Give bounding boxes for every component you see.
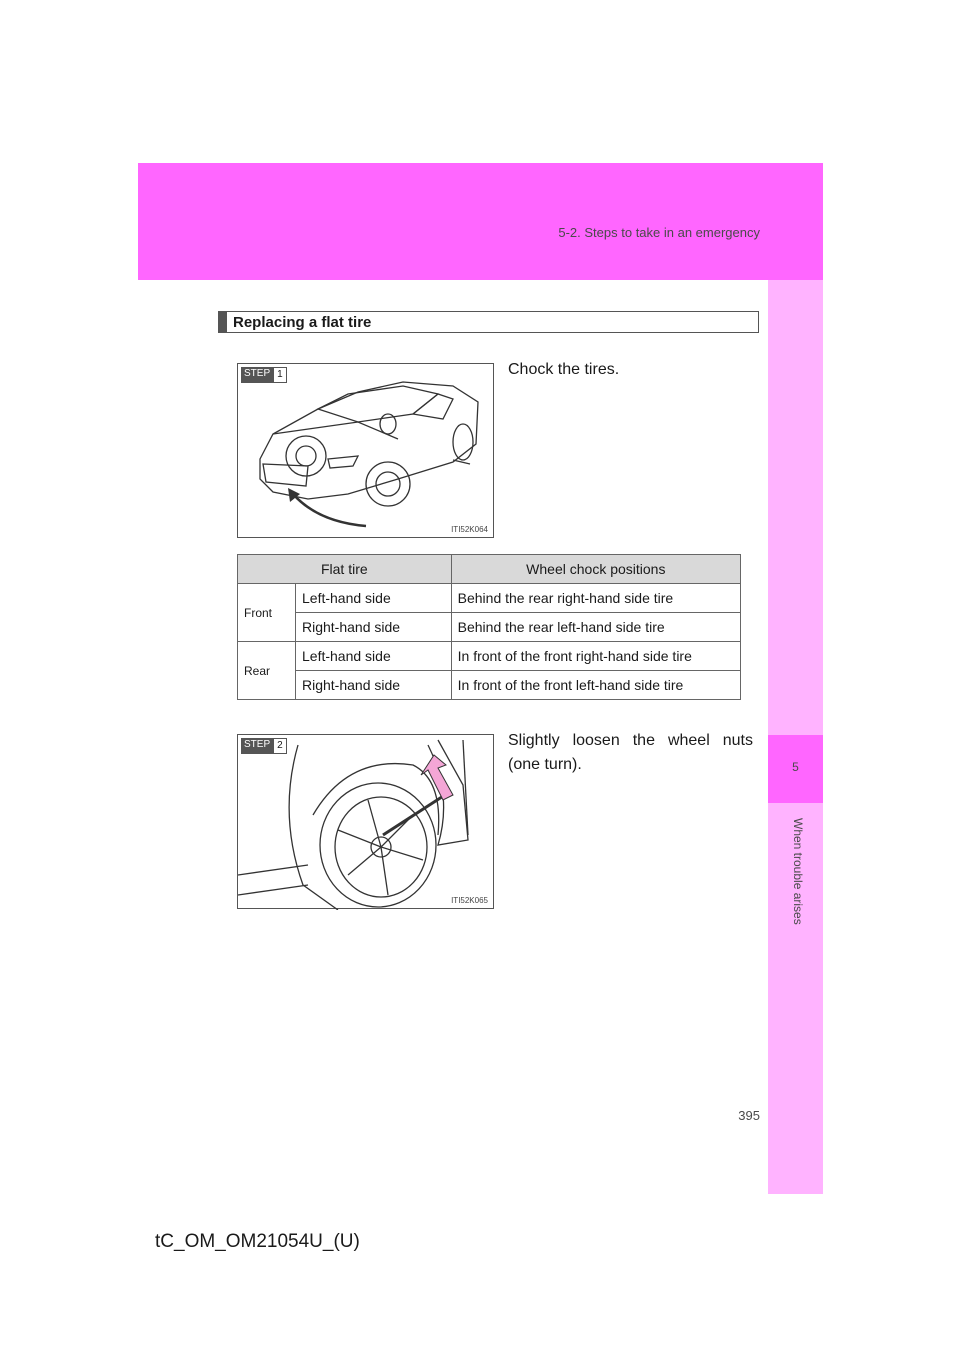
table-header-row — [238, 555, 741, 584]
side-cell: Left-hand side — [296, 642, 452, 671]
page-number: 395 — [738, 1108, 760, 1123]
position-cell: Behind the rear right-hand side tire — [451, 584, 740, 613]
position-cell: In front of the front right-hand side tire — [451, 642, 740, 671]
step-word: STEP — [241, 738, 273, 754]
column-header: Wheel chock positions — [451, 555, 740, 584]
side-cell: Left-hand side — [296, 584, 452, 613]
step-2-badge — [241, 738, 287, 754]
wheel-chock-table — [237, 554, 741, 700]
chapter-label: When trouble arises — [791, 818, 805, 925]
position-cell: Behind the rear left-hand side tire — [451, 613, 740, 642]
wheel-nut-illustration — [238, 735, 495, 910]
step-number: 2 — [273, 738, 287, 754]
section-title: 5-2. Steps to take in an emergency — [558, 225, 760, 240]
group-cell: Front — [238, 584, 296, 642]
position-cell: In front of the front left-hand side tire — [451, 671, 740, 700]
heading-text: Replacing a flat tire — [233, 313, 372, 331]
car-chocked-illustration — [238, 364, 495, 539]
side-cell: Right-hand side — [296, 671, 452, 700]
step-word: STEP — [241, 367, 273, 383]
step-2-text: Slightly loosen the wheel nuts (one turn). — [508, 732, 753, 773]
step-1-badge — [241, 367, 287, 383]
section-heading — [218, 311, 759, 333]
step-number: 1 — [273, 367, 287, 383]
table-row — [238, 613, 741, 642]
table-row — [238, 671, 741, 700]
figure-code: ITI52K064 — [451, 525, 488, 534]
figure-code: ITI52K065 — [451, 896, 488, 905]
step-2-figure — [237, 734, 494, 909]
step-1-figure — [237, 363, 494, 538]
table-row — [238, 642, 741, 671]
table-row — [238, 584, 741, 613]
heading-marker — [219, 312, 227, 332]
document-code: tC_OM_OM21054U_(U) — [155, 1231, 360, 1252]
header-band — [138, 163, 823, 280]
group-cell: Rear — [238, 642, 296, 700]
side-cell: Right-hand side — [296, 613, 452, 642]
step-1-text: Chock the tires. — [508, 361, 620, 378]
column-header: Flat tire — [238, 555, 452, 584]
chapter-number: 5 — [792, 760, 799, 774]
